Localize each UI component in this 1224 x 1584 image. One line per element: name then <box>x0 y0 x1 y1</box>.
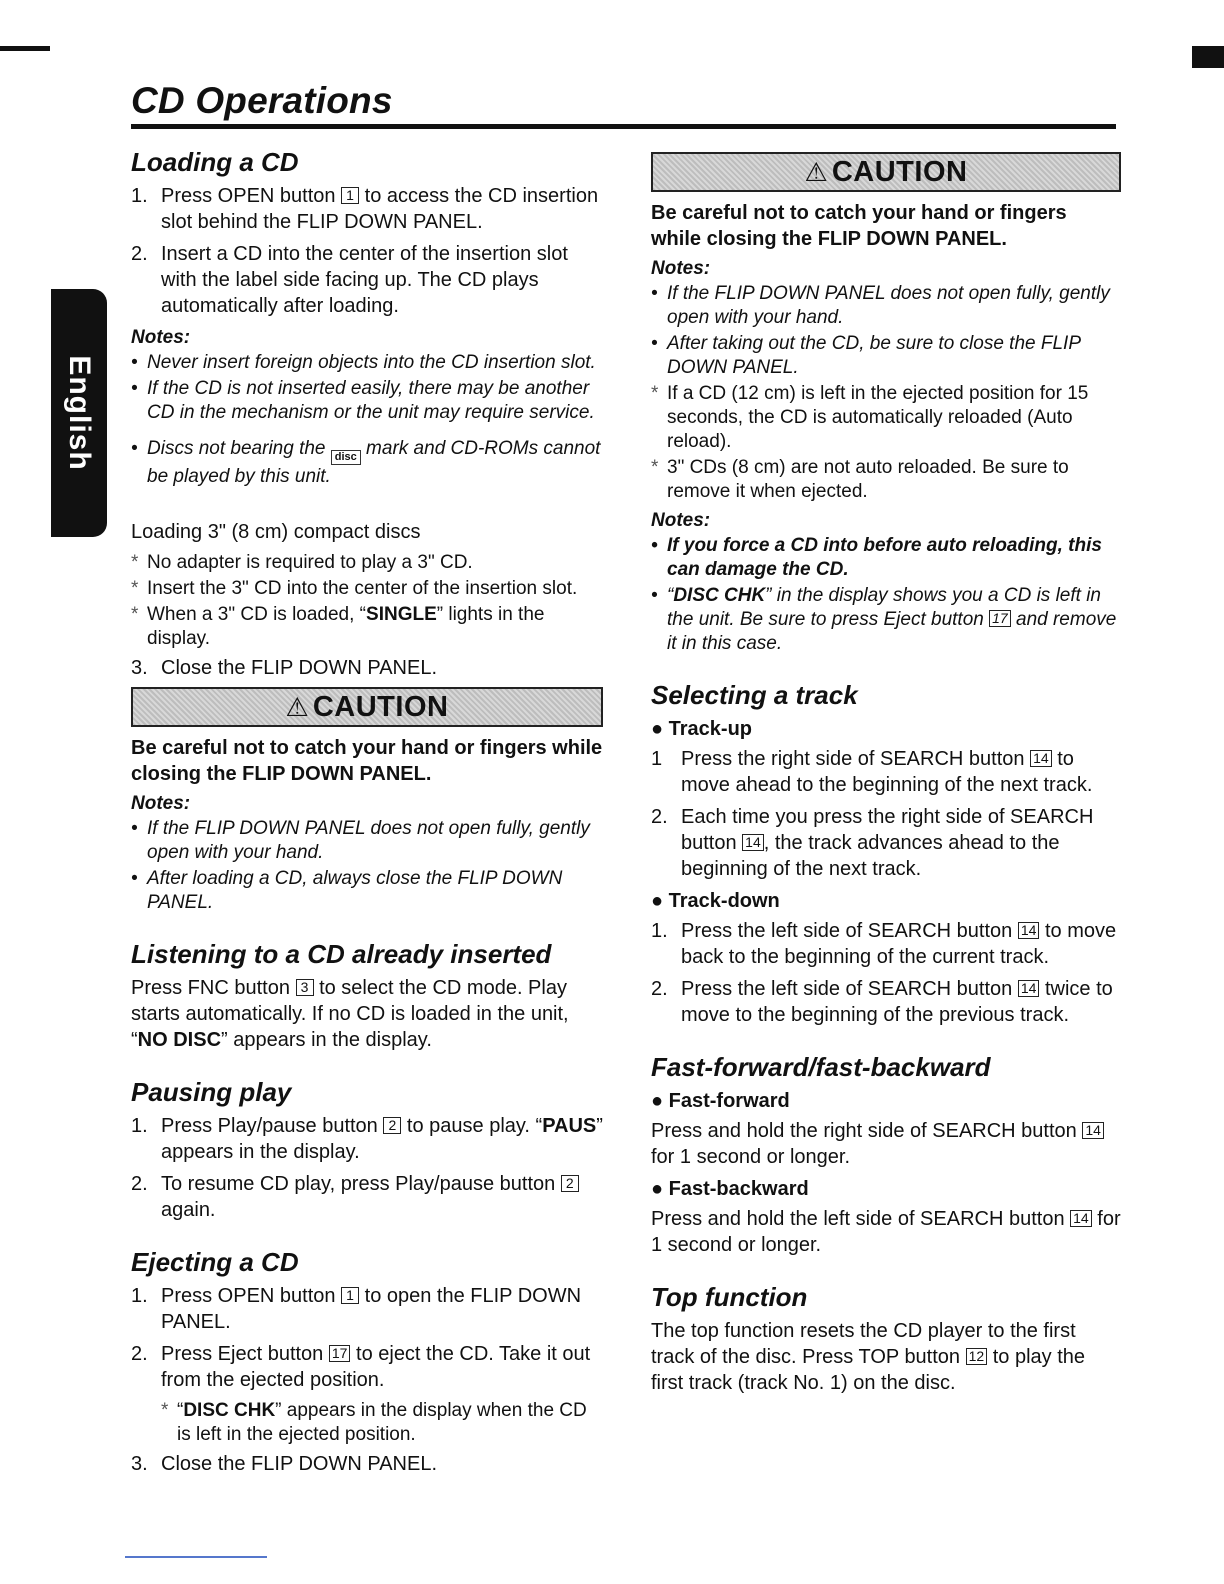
track-up-step-2 <box>651 804 1121 882</box>
listening-heading: Listening to a CD already inserted <box>131 939 552 969</box>
note-text: Never insert foreign objects into the CD insertion slot. <box>147 352 596 373</box>
step-number: 2. <box>651 806 668 828</box>
asterisk-icon: * <box>651 383 659 404</box>
note-text: If you force a CD into before auto reloading, this can damage the CD. <box>667 535 1102 580</box>
step-text: Press OPEN button <box>161 185 342 207</box>
pausing-heading: Pausing play <box>131 1077 292 1107</box>
ejecting-step-1 <box>131 1283 603 1335</box>
caution-text: Be careful not to catch your hand or fingers while closing the FLIP DOWN PANEL. <box>651 202 1067 250</box>
step-text: again. <box>161 1199 216 1221</box>
key-3-icon: 3 <box>296 979 314 996</box>
disc-chk-indicator: DISC CHK <box>673 585 766 606</box>
step-text: to eject the CD. Take it out from the ejected position. <box>161 1343 591 1391</box>
fast-forward-heading <box>651 1088 1121 1114</box>
star-note-text: ” appears in the display when the CD is left in the ejected position. <box>177 1400 587 1445</box>
star-note-text: No adapter is required to play a 3" CD. <box>147 552 473 573</box>
subheading-text: Track-up <box>668 718 752 740</box>
asterisk-icon: * <box>161 1400 169 1421</box>
page-title: CD Operations <box>131 80 393 121</box>
step-text: Press the left side of SEARCH button <box>681 920 1018 942</box>
notes-label: Notes: <box>131 327 191 348</box>
language-side-tab <box>51 289 107 537</box>
track-up-step-1 <box>651 746 1121 798</box>
key-14-icon: 14 <box>1030 750 1052 767</box>
star-note <box>651 456 1121 504</box>
selecting-section <box>651 680 1121 1028</box>
filled-circle-icon: ● <box>651 890 669 912</box>
right-caution-section <box>651 152 1121 656</box>
note-text: ” in the display shows you a CD is left in the unit. Be sure to press Eject button <box>667 585 1101 630</box>
key-2-icon: 2 <box>383 1117 401 1134</box>
asterisk-icon: * <box>131 578 139 599</box>
note-item <box>651 332 1121 380</box>
subheading-text: Fast-backward <box>668 1178 809 1200</box>
asterisk-icon: * <box>131 552 139 573</box>
key-14-icon: 14 <box>1018 980 1040 997</box>
paragraph-text: ” appears in the display. <box>221 1029 432 1051</box>
note-item <box>131 817 603 865</box>
note-text: If the FLIP DOWN PANEL does not open fully, gently open with your hand. <box>667 283 1110 328</box>
step-number: 1. <box>651 920 668 942</box>
star-note <box>651 382 1121 454</box>
step-number: 3. <box>131 1453 148 1475</box>
pausing-section <box>131 1077 603 1223</box>
notes-label: Notes: <box>131 793 191 814</box>
step-text: Close the FLIP DOWN PANEL. <box>161 1453 438 1475</box>
track-down-step-2 <box>651 976 1121 1028</box>
notes-label: Notes: <box>651 258 711 279</box>
bullet-icon: • <box>651 535 658 556</box>
step-text: Each time you press the right side of SEARCH button <box>681 806 1094 854</box>
key-2-icon: 2 <box>561 1175 579 1192</box>
step-text: Press OPEN button <box>161 1285 342 1307</box>
step-text: Press the left side of SEARCH button <box>681 978 1018 1000</box>
star-note-text: When a 3" CD is loaded, “ <box>147 604 367 625</box>
track-down-step-1 <box>651 918 1121 970</box>
top-function-paragraph <box>651 1318 1121 1396</box>
fast-backward-heading <box>651 1176 1121 1202</box>
subheading-text: Fast-forward <box>668 1090 790 1112</box>
paragraph-text: to select the CD mode. Play starts automatically. If no CD is loaded in the unit, “ <box>131 977 569 1051</box>
step-text: Press Play/pause button <box>161 1115 384 1137</box>
caution-label: CAUTION <box>831 156 968 188</box>
paus-indicator: PAUS <box>542 1115 597 1137</box>
star-note-text: Insert the 3" CD into the center of the insertion slot. <box>147 578 578 599</box>
note-item <box>131 867 603 915</box>
step-text: twice to move to the beginning of the previous track. <box>681 978 1113 1026</box>
listening-section <box>131 939 603 1053</box>
step-text: to access the CD insertion slot behind the FLIP DOWN PANEL. <box>161 185 599 233</box>
key-14-icon: 14 <box>1018 922 1040 939</box>
step-text: ” appears in the display. <box>161 1115 603 1163</box>
pausing-step-1 <box>131 1113 603 1165</box>
key-14-icon: 14 <box>1070 1210 1092 1227</box>
paragraph-text: Press and hold the left side of SEARCH button <box>651 1208 1071 1230</box>
page-edge-mark-right <box>1192 46 1224 68</box>
bullet-icon: • <box>131 818 138 839</box>
note-text: If the FLIP DOWN PANEL does not open fully, gently open with your hand. <box>147 818 590 863</box>
step-number: 2. <box>131 1173 148 1195</box>
step-text: Press the right side of SEARCH button <box>681 748 1031 770</box>
key-14-icon: 14 <box>1082 1122 1104 1139</box>
bullet-icon: • <box>131 868 138 889</box>
step-text: Close the FLIP DOWN PANEL. <box>161 657 438 679</box>
step-number: 1. <box>131 185 148 207</box>
note-text: mark and CD-ROMs cannot be played by this unit. <box>147 438 601 487</box>
three-inch-heading: Loading 3" (8 cm) compact discs <box>131 521 421 543</box>
paragraph-text: for 1 second or longer. <box>651 1146 851 1168</box>
note-item <box>131 437 603 489</box>
bullet-icon: • <box>131 378 138 399</box>
key-1-icon: 1 <box>341 187 359 204</box>
notes-label: Notes: <box>651 510 711 531</box>
note-item <box>131 351 603 375</box>
note-text: If the CD is not inserted easily, there may be another CD in the mechanism or the unit may require service. <box>147 378 595 423</box>
star-note <box>131 577 603 601</box>
bullet-icon: • <box>651 283 658 304</box>
page-edge-mark-left <box>0 46 50 51</box>
star-note-text: 3" CDs (8 cm) are not auto reloaded. Be sure to remove it when ejected. <box>667 457 1069 502</box>
fast-backward-paragraph <box>651 1206 1121 1258</box>
fast-forward-paragraph <box>651 1118 1121 1170</box>
subheading-text: Track-down <box>668 890 780 912</box>
note-text: After loading a CD, always close the FLIP DOWN PANEL. <box>147 868 563 913</box>
step-number: 1 <box>651 748 663 770</box>
caution-banner <box>651 152 1121 192</box>
top-function-heading: Top function <box>651 1282 808 1312</box>
step-number: 2. <box>131 1343 148 1365</box>
paragraph-text: The top function resets the CD player to the first track of the disc. Press TOP button <box>651 1320 1076 1368</box>
step-text: Press Eject button <box>161 1343 329 1365</box>
key-12-icon: 12 <box>966 1348 988 1365</box>
star-note <box>131 551 603 575</box>
note-text: After taking out the CD, be sure to close the FLIP DOWN PANEL. <box>667 333 1081 378</box>
ejecting-step-2 <box>131 1341 603 1393</box>
step-text: , the track advances ahead to the beginning of the next track. <box>681 832 1060 880</box>
note-text: “ <box>667 585 674 606</box>
ejecting-section <box>131 1247 603 1477</box>
loading-step-1 <box>131 183 603 235</box>
step-text: to move ahead to the beginning of the next track. <box>681 748 1093 796</box>
warning-triangle-icon: ⚠ <box>285 692 309 722</box>
filled-circle-icon: ● <box>651 1090 669 1112</box>
note-item <box>651 534 1121 582</box>
bullet-icon: • <box>131 352 138 373</box>
filled-circle-icon: ● <box>651 1178 669 1200</box>
fast-section <box>651 1052 1121 1258</box>
selecting-heading: Selecting a track <box>651 680 858 710</box>
fast-heading: Fast-forward/fast-backward <box>651 1052 991 1082</box>
key-1-icon: 1 <box>341 1287 359 1304</box>
note-text: Discs not bearing the <box>147 438 331 459</box>
step-text: to move back to the beginning of the current track. <box>681 920 1117 968</box>
compact-disc-logo-icon: disc <box>331 450 361 465</box>
step-number: 2. <box>131 243 148 265</box>
note-item <box>131 377 603 425</box>
paragraph-text: Press FNC button <box>131 977 296 999</box>
star-note <box>161 1399 603 1447</box>
track-down-heading <box>651 888 1121 914</box>
pausing-step-2 <box>131 1171 603 1223</box>
step-number: 1. <box>131 1115 148 1137</box>
key-17-icon: 17 <box>989 610 1011 627</box>
title-divider <box>131 124 1116 129</box>
step-number: 1. <box>131 1285 148 1307</box>
key-14-icon: 14 <box>742 834 764 851</box>
ejecting-step-3 <box>131 1451 603 1477</box>
caution-text: Be careful not to catch your hand or fingers while closing the FLIP DOWN PANEL. <box>131 737 603 785</box>
step-text: Insert a CD into the center of the insertion slot with the label side facing up. The CD plays automatically after loading. <box>161 243 568 317</box>
step-text: to pause play. “ <box>401 1115 543 1137</box>
left-column <box>131 147 603 1483</box>
right-column <box>651 150 1121 1402</box>
asterisk-icon: * <box>131 604 139 625</box>
top-function-section <box>651 1282 1121 1396</box>
bullet-icon: • <box>651 585 658 606</box>
ejecting-heading: Ejecting a CD <box>131 1247 299 1277</box>
paragraph-text: Press and hold the right side of SEARCH button <box>651 1120 1083 1142</box>
bullet-icon: • <box>131 438 138 459</box>
star-note-text: “ <box>177 1400 184 1421</box>
paragraph-text: to play the first track (track No. 1) on the disc. <box>651 1346 1086 1394</box>
loading-step-2 <box>131 241 603 319</box>
step-text: to open the FLIP DOWN PANEL. <box>161 1285 582 1333</box>
note-text: and remove it in this case. <box>667 609 1117 654</box>
warning-triangle-icon: ⚠ <box>804 157 828 187</box>
note-item <box>651 282 1121 330</box>
star-note <box>131 603 603 651</box>
caution-banner <box>131 687 603 727</box>
loading-section <box>131 147 603 915</box>
key-17-icon: 17 <box>329 1345 351 1362</box>
caution-label: CAUTION <box>312 691 449 723</box>
loading-step-3 <box>131 655 603 681</box>
no-disc-indicator: NO DISC <box>137 1029 222 1051</box>
step-number: 2. <box>651 978 668 1000</box>
footer-rule <box>125 1556 267 1558</box>
single-indicator: SINGLE <box>366 604 437 625</box>
track-up-heading <box>651 716 1121 742</box>
paragraph-text: for 1 second or longer. <box>651 1208 1121 1256</box>
asterisk-icon: * <box>651 457 659 478</box>
note-item <box>651 584 1121 656</box>
bullet-icon: • <box>651 333 658 354</box>
star-note-text: ” lights in the display. <box>147 604 545 649</box>
star-note-text: If a CD (12 cm) is left in the ejected position for 15 seconds, the CD is automatically reloaded (Auto reload). <box>667 383 1089 452</box>
step-number: 3. <box>131 657 148 679</box>
loading-heading: Loading a CD <box>131 147 299 177</box>
step-text: To resume CD play, press Play/pause button <box>161 1173 561 1195</box>
filled-circle-icon: ● <box>651 718 669 740</box>
disc-chk-indicator: DISC CHK <box>183 1400 276 1421</box>
listening-paragraph <box>131 975 603 1053</box>
side-tab-label: English <box>63 355 96 471</box>
